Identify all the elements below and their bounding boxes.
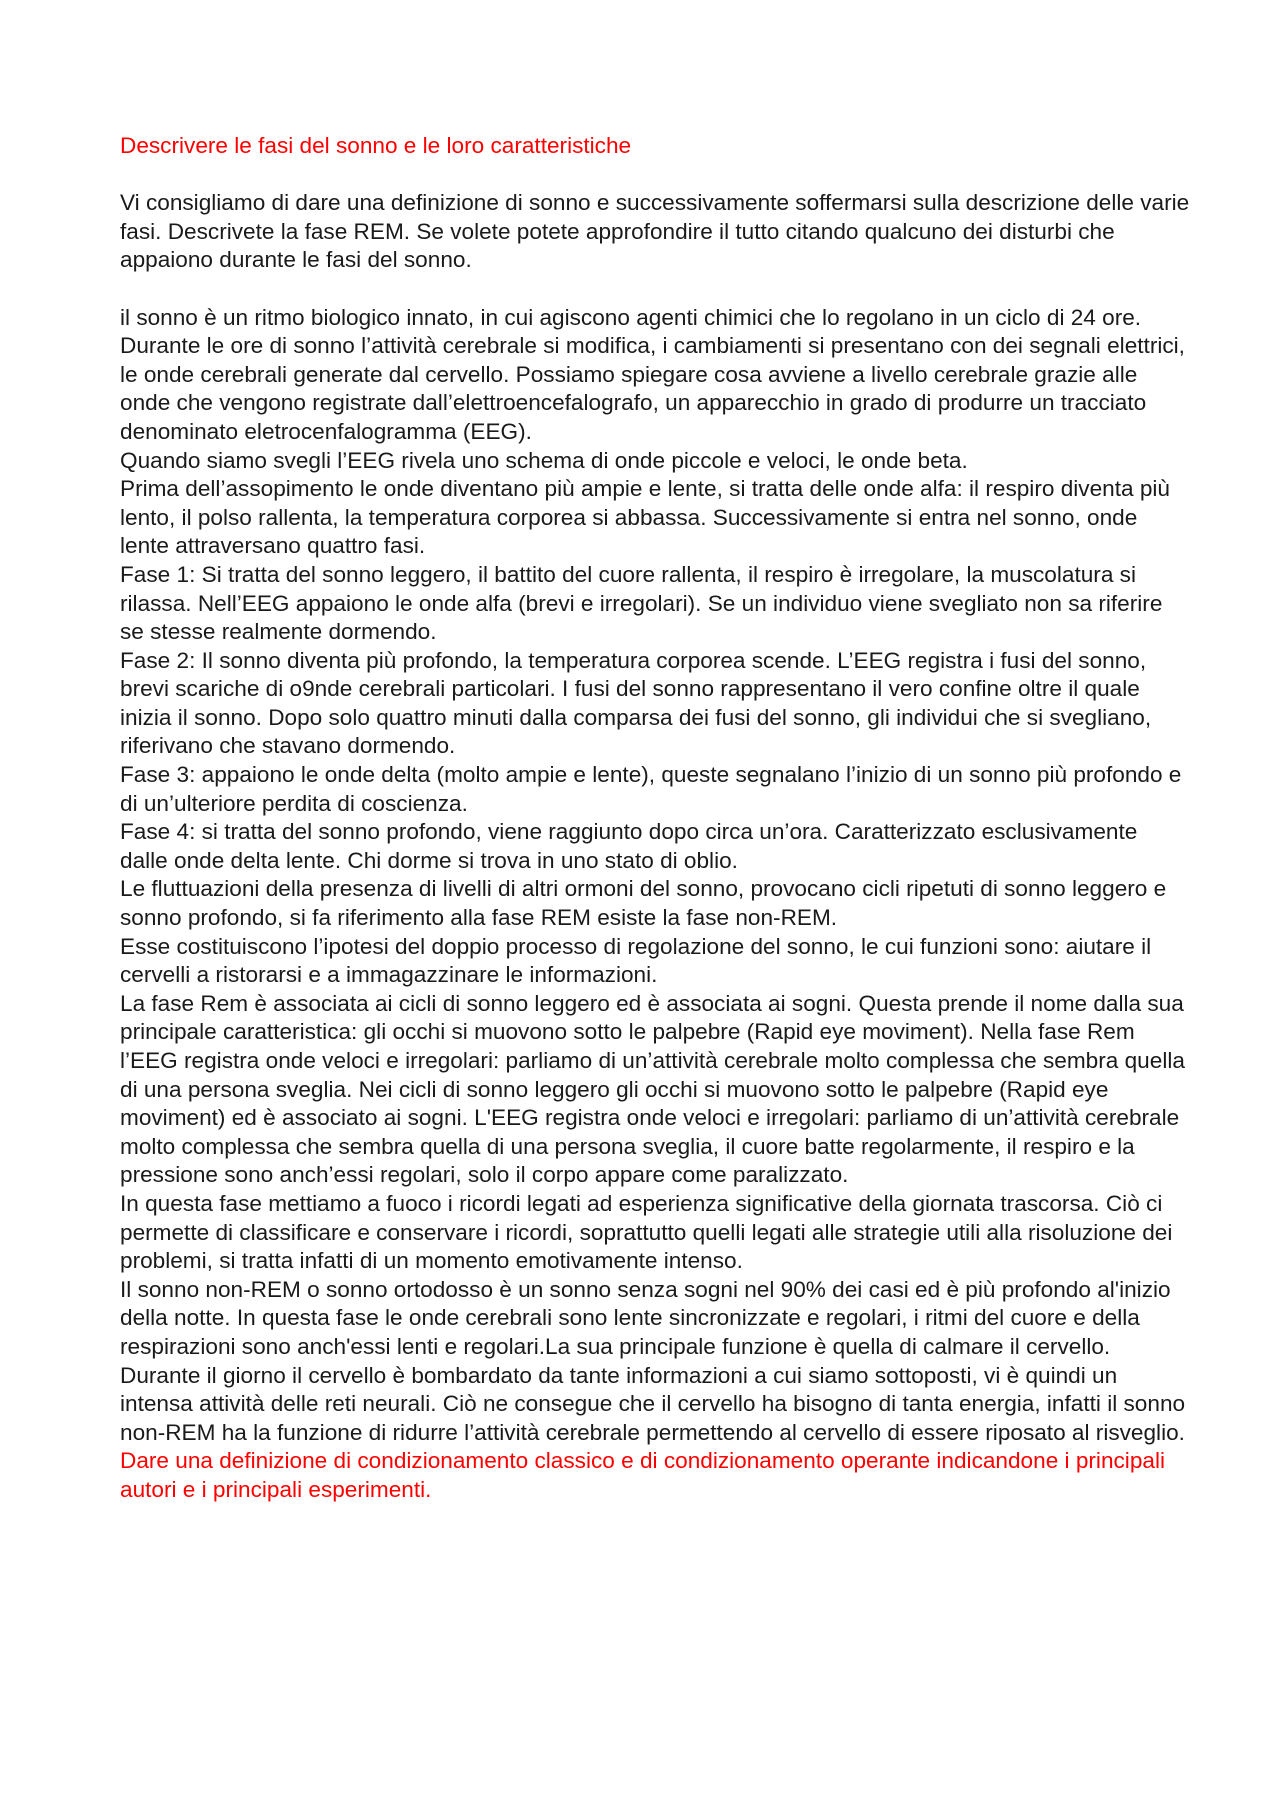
answer-paragraph: Durante le ore di sonno l’attività cerebrale si modifica, i cambiamenti si presentano con dei segnali elettrici, le onde cerebrali generate dal cervello. Possiamo spiegare cosa avviene a livello cerebrale grazie alle onde che vengono registrate dall’elettroencefalografo, un apparecchio in grado di produrre un tracciato denominato eletrocenfalogramma (EEG). xyxy=(120,333,1185,444)
answer-paragraph: Fase 3: appaiono le onde delta (molto ampie e lente), queste segnalano l’inizio di un sonno più profondo e di un’ulteriore perdita di coscienza. xyxy=(120,762,1182,816)
answer-paragraph: Prima dell’assopimento le onde diventano più ampie e lente, si tratta delle onde alfa: il respiro diventa più lento, il polso rallenta, la temperatura corporea si abbassa. Successivamente si entra nel sonno, onde lente attraversano quattro fasi. xyxy=(120,476,1170,559)
answer-paragraph: Esse costituiscono l’ipotesi del doppio processo di regolazione del sonno, le cui funzioni sono: aiutare il cervelli a ristorarsi e a immagazzinare le informazioni. xyxy=(120,933,1152,988)
answer-paragraph: Fase 4: si tratta del sonno profondo, viene raggiunto dopo circa un’ora. Caratterizzato esclusivamente dalle onde delta lente. Chi dorme si trova in uno stato di oblio. xyxy=(120,819,1138,873)
answer-paragraph: Le fluttuazioni della presenza di livelli di altri ormoni del sonno, provocano cicli ripetuti di sonno leggero e sonno profondo, si fa riferimento alla fase REM esiste la fase non-REM. xyxy=(120,876,1167,931)
answer-paragraph: Fase 2: Il sonno diventa più profondo, la temperatura corporea scende. L’EEG registra i fusi del sonno, brevi scariche di o9nde cerebrali particolari. I fusi del sonno rappresentano il vero confine oltre il quale inizia il sonno. Dopo solo quattro minuti dalla comparsa dei fusi del sonno, gli individui che si svegliano, riferivano che stavano dormendo. xyxy=(120,647,1152,759)
answer-paragraph: In questa fase mettiamo a fuoco i ricordi legati ad esperienza significative della giornata trascorsa. Ciò ci permette di classificare e conservare i ricordi, soprattutto quelli legati alle strategie utili alla risoluzione dei problemi, si tratta infatti di un momento emotivamente intenso. xyxy=(120,1190,1173,1274)
answer-section xyxy=(120,304,1190,1448)
question-instructions: Vi consigliamo di dare una definizione di sonno e successivamente soffermarsi sulla descrizione delle varie fasi. Descrivete la fase REM. Se volete potete approfondire il tutto citando qualcuno dei disturbi che appaiono durante le fasi del sonno. xyxy=(120,190,1190,273)
paragraph-spacer xyxy=(120,275,1190,304)
answer-paragraph: Fase 1: Si tratta del sonno leggero, il battito del cuore rallenta, il respiro è irregolare, la muscolatura si rilassa. Nell’EEG appaiono le onde alfa (brevi e irregolari). Se un individuo viene svegliato non sa riferire se stesse realmente dormendo. xyxy=(120,561,1163,645)
paragraph-spacer xyxy=(120,161,1190,190)
document-body xyxy=(120,132,1190,1505)
answer-paragraph: Il sonno non-REM o sonno ortodosso è un sonno senza sogni nel 90% dei casi ed è più profondo al'inizio della notte. In questa fase le onde cerebrali sono lente sincronizzate e regolari, i ritmi del cuore e della respirazioni sono anch'essi lenti e regolari.La sua principale funzione è quella di calmare il cervello. xyxy=(120,1276,1171,1359)
answer-paragraph: Durante il giorno il cervello è bombardato da tante informazioni a cui siamo sottoposti, vi è quindi un intensa attività delle reti neurali. Ciò ne consegue che il cervello ha bisogno di tanta energia, infatti il sonno non-REM ha la funzione di ridurre l’attività cerebrale permettendo al cervello di essere riposato al risveglio. xyxy=(120,1362,1186,1445)
answer-paragraph: La fase Rem è associata ai cicli di sonno leggero ed è associata ai sogni. Questa prende il nome dalla sua principale caratteristica: gli occhi si muovono sotto le palpebre (Rapid eye moviment). Nella fase Rem l’EEG registra onde veloci e irregolari: parliamo di un’attività cerebrale molto complessa che sembra quella di una persona sveglia. Nei cicli di sonno leggero gli occhi si muovono sotto le palpebre (Rapid eye moviment) ed è associato ai sogni. L'EEG registra onde veloci e irregolari: parliamo di un’attività cerebrale molto complessa che sembra quella di una persona sveglia, il cuore batte regolarmente, il respiro e la pressione sono anch’essi regolari, solo il corpo appare come paralizzato. xyxy=(120,990,1185,1188)
question-heading-1: Descrivere le fasi del sonno e le loro caratteristiche xyxy=(120,133,632,158)
answer-paragraph: il sonno è un ritmo biologico innato, in cui agiscono agenti chimici che lo regolano in un ciclo di 24 ore. xyxy=(120,304,1142,330)
question-heading-2: Dare una definizione di condizionamento classico e di condizionamento operante indicandone i principali autori e i principali esperimenti. xyxy=(120,1448,1165,1502)
answer-paragraph: Quando siamo svegli l’EEG rivela uno schema di onde piccole e veloci, le onde beta. xyxy=(120,447,968,473)
